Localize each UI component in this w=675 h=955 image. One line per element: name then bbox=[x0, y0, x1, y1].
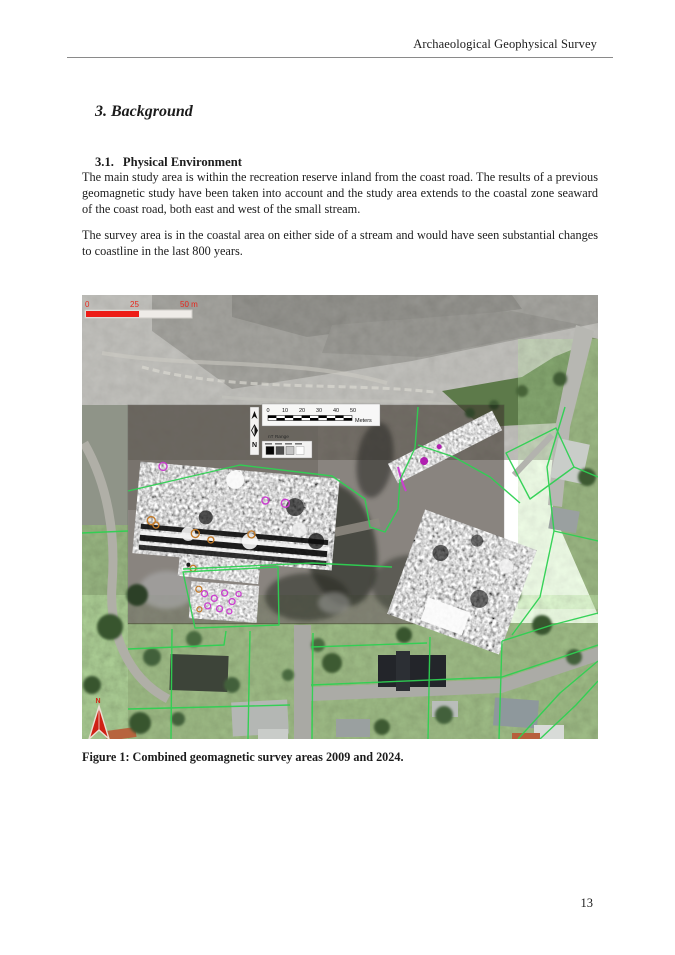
north-strip-label: N bbox=[251, 442, 258, 449]
survey-patch-south bbox=[191, 583, 257, 621]
map-scalebar-tick: 20 bbox=[298, 408, 306, 414]
map-scalebar-unit: Meters bbox=[355, 418, 372, 424]
map-scalebar-tick: 50 bbox=[349, 408, 357, 414]
section-heading: 3. Background bbox=[95, 103, 193, 120]
map-scalebar-tick: 0 bbox=[266, 408, 270, 414]
subsection-heading bbox=[95, 155, 242, 170]
photo-scalebar-50m: 50 m bbox=[180, 300, 198, 309]
legend-swatch-black bbox=[266, 447, 274, 455]
figure-caption: Figure 1: Combined geomagnetic survey areas 2009 and 2024. bbox=[82, 750, 404, 764]
map-scalebar bbox=[262, 404, 380, 426]
body-paragraph-1: The main study area is within the recreation reserve inland from the coast road. The results of a previous geomagnetic study have been taken into account and the study area extends to the coastal zone seaward of the coast road, both east and west of the small stream. bbox=[82, 170, 598, 217]
map-north-strip bbox=[250, 407, 259, 455]
figure-1-map bbox=[82, 295, 598, 739]
map-scalebar-tick: 10 bbox=[281, 408, 289, 414]
map-scalebar-tick: 30 bbox=[315, 408, 323, 414]
photo-scalebar-25: 25 bbox=[130, 300, 139, 309]
subsection-number: 3.1. bbox=[95, 155, 114, 169]
subsection-title: Physical Environment bbox=[122, 155, 242, 169]
aerial-survey-image bbox=[82, 295, 598, 739]
legend-title: nT Range bbox=[268, 435, 289, 440]
map-scalebar-tick: 40 bbox=[332, 408, 340, 414]
compass-label: N bbox=[95, 698, 101, 705]
header-rule bbox=[67, 57, 613, 58]
legend-swatch-darkgray bbox=[276, 447, 284, 455]
page-number: 13 bbox=[580, 896, 593, 910]
legend-swatch-white bbox=[296, 447, 304, 455]
photo-scalebar-0: 0 bbox=[85, 300, 90, 309]
legend-swatch-lightgray bbox=[286, 447, 294, 455]
body-paragraph-2: The survey area is in the coastal area on either side of a stream and would have seen substantial changes to coastline in the last 800 years. bbox=[82, 228, 598, 259]
page-header-title: Archaeological Geophysical Survey bbox=[413, 37, 597, 51]
